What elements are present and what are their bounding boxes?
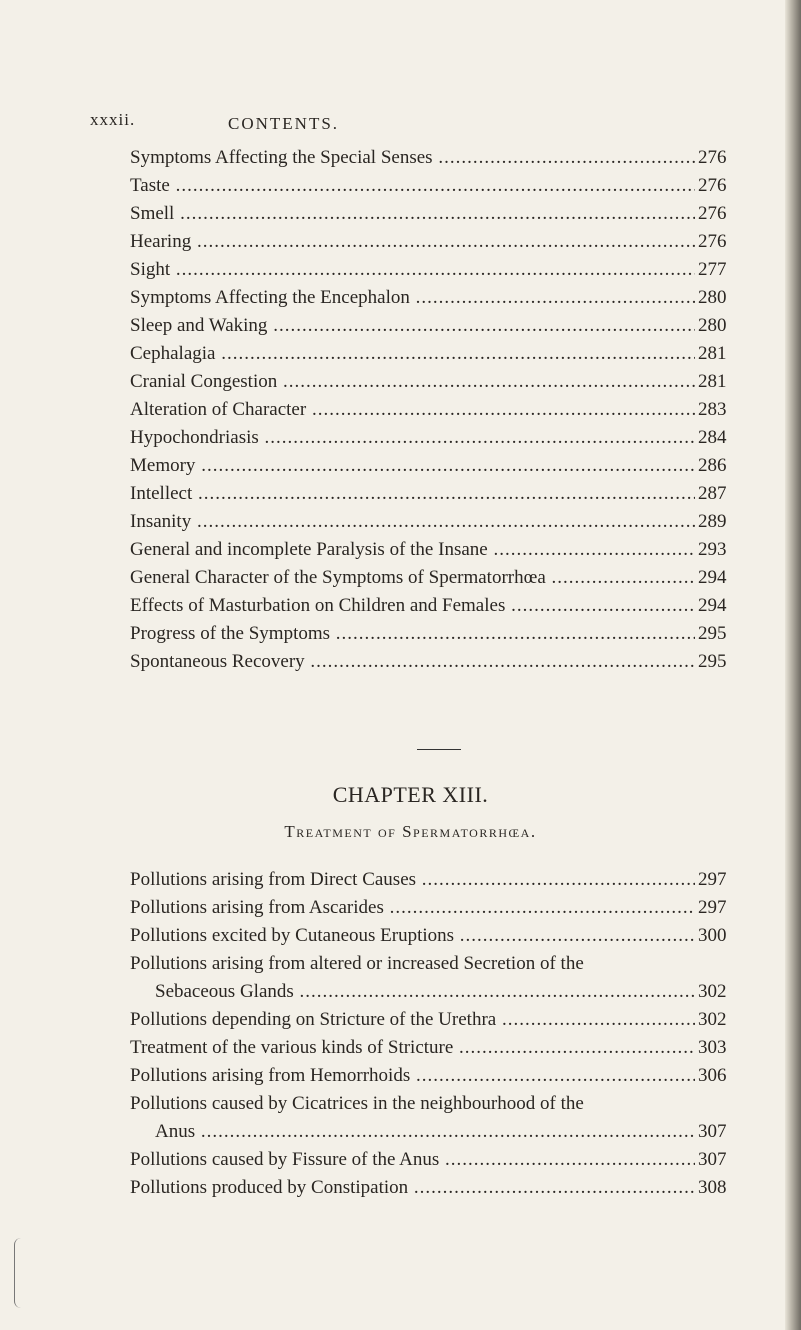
toc-entry	[0, 866, 801, 894]
toc-entry-page: 276	[698, 231, 727, 252]
toc-entry-title: Pollutions arising from Direct Causes .....	[130, 866, 695, 894]
toc-entry-page: 293	[698, 539, 727, 560]
toc-entry-page: 281	[698, 371, 727, 392]
toc-entry	[0, 480, 801, 508]
toc-entry	[0, 312, 801, 340]
toc-entry-page: 283	[698, 399, 727, 420]
toc-entry-title: Pollutions depending on Stricture of the Urethra .....	[130, 1006, 695, 1034]
toc-entry-page: 294	[698, 595, 727, 616]
toc-entry-title: Smell .....	[130, 200, 695, 228]
page-header	[0, 110, 801, 140]
toc-entry-title: Pollutions excited by Cutaneous Eruptions .....	[130, 922, 695, 950]
toc-entry	[0, 536, 801, 564]
toc-entry-title: Pollutions caused by Fissure of the Anus .....	[130, 1146, 695, 1174]
toc-entry-page: 295	[698, 651, 727, 672]
toc-entry-title: Treatment of the various kinds of Stricture .....	[130, 1034, 695, 1062]
toc-entry-page: 281	[698, 343, 727, 364]
toc-entry-title: Pollutions arising from Hemorrhoids .....	[130, 1062, 695, 1090]
toc-entry	[0, 424, 801, 452]
toc-entry	[0, 200, 801, 228]
toc-entry-title: Spontaneous Recovery .....	[130, 648, 695, 676]
toc-entry-page: 276	[698, 203, 727, 224]
toc-entry-title: Pollutions caused by Cicatrices in the neighbourhood of the	[130, 1093, 584, 1114]
toc-entry-page: 286	[698, 455, 727, 476]
toc-entry	[0, 396, 801, 424]
toc-entry	[0, 228, 801, 256]
toc-entry-title: Memory .....	[130, 452, 695, 480]
toc-entry-continuation: Sebaceous Glands .....	[155, 978, 695, 1006]
toc-entry-page: 294	[698, 567, 727, 588]
toc-entry-title: General Character of the Symptoms of Spermatorrhœa .....	[130, 564, 695, 592]
toc-entry-title: Sleep and Waking .....	[130, 312, 695, 340]
toc-entry-page: 280	[698, 287, 727, 308]
toc-entry-page: 302	[698, 1009, 727, 1030]
toc-entry	[0, 1118, 801, 1146]
toc-entry-title: Alteration of Character .....	[130, 396, 695, 424]
toc-entry-wrapped-line	[0, 950, 801, 978]
toc-entry	[0, 1146, 801, 1174]
section-divider	[417, 749, 461, 750]
page-folio: xxxii.	[90, 110, 136, 129]
toc-entry-page: 307	[698, 1149, 727, 1170]
toc-entry-page: 300	[698, 925, 727, 946]
toc-entry	[0, 922, 801, 950]
toc-entry-page: 306	[698, 1065, 727, 1086]
toc-entry	[0, 368, 801, 396]
toc-entry-page: 308	[698, 1177, 727, 1198]
toc-entry-title: Symptoms Affecting the Special Senses .....	[130, 144, 695, 172]
toc-entry-title: General and incomplete Paralysis of the Insane .....	[130, 536, 695, 564]
toc-entry	[0, 256, 801, 284]
toc-entry-page: 302	[698, 981, 727, 1002]
chapter-subtitle: Treatment of Spermatorrhœa.	[284, 822, 537, 841]
toc-entry-page: 276	[698, 147, 727, 168]
toc-entry-continuation: Anus .....	[155, 1118, 695, 1146]
toc-entry-page: 295	[698, 623, 727, 644]
margin-mark	[14, 1238, 21, 1308]
toc-entry	[0, 452, 801, 480]
toc-entry-title: Progress of the Symptoms .....	[130, 620, 695, 648]
toc-entry-page: 303	[698, 1037, 727, 1058]
toc-entry-page: 287	[698, 483, 727, 504]
toc-entry	[0, 620, 801, 648]
toc-entry-title: Taste .....	[130, 172, 695, 200]
toc-entry	[0, 508, 801, 536]
toc-entry-title: Intellect .....	[130, 480, 695, 508]
toc-entry-title: Cranial Congestion .....	[130, 368, 695, 396]
toc-entry-title: Symptoms Affecting the Encephalon .....	[130, 284, 695, 312]
toc-entry	[0, 894, 801, 922]
toc-entry-title: Insanity .....	[130, 508, 695, 536]
toc-entry	[0, 172, 801, 200]
toc-entry-page: 307	[698, 1121, 727, 1142]
toc-entry-title: Pollutions arising from altered or increased Secretion of the	[130, 953, 584, 974]
toc-entry	[0, 284, 801, 312]
chapter-title: CHAPTER XIII.	[332, 782, 489, 807]
toc-entry	[0, 144, 801, 172]
toc-entry	[0, 1174, 801, 1202]
toc-entry-title: Hypochondriasis .....	[130, 424, 695, 452]
toc-entry-page: 284	[698, 427, 727, 448]
toc-entry	[0, 1062, 801, 1090]
toc-entry-title: Cephalagia .....	[130, 340, 695, 368]
toc-entry	[0, 978, 801, 1006]
toc-entry-wrapped-line	[0, 1090, 801, 1118]
toc-entry-title: Hearing .....	[130, 228, 695, 256]
toc-entry-title: Sight .....	[130, 256, 695, 284]
toc-entry	[0, 564, 801, 592]
toc-entry-title: Effects of Masturbation on Children and Females .....	[130, 592, 695, 620]
toc-entry	[0, 648, 801, 676]
toc-entry-page: 297	[698, 897, 727, 918]
toc-entry-page: 276	[698, 175, 727, 196]
toc-entry-title: Pollutions produced by Constipation .....	[130, 1174, 695, 1202]
toc-entry	[0, 340, 801, 368]
toc-entry-title: Pollutions arising from Ascarides .....	[130, 894, 695, 922]
toc-entry-page: 280	[698, 315, 727, 336]
toc-entry	[0, 1006, 801, 1034]
toc-entry	[0, 592, 801, 620]
toc-entry	[0, 1034, 801, 1062]
toc-entry-page: 297	[698, 869, 727, 890]
toc-entry-page: 289	[698, 511, 727, 532]
running-title: CONTENTS.	[228, 114, 340, 133]
toc-entry-page: 277	[698, 259, 727, 280]
